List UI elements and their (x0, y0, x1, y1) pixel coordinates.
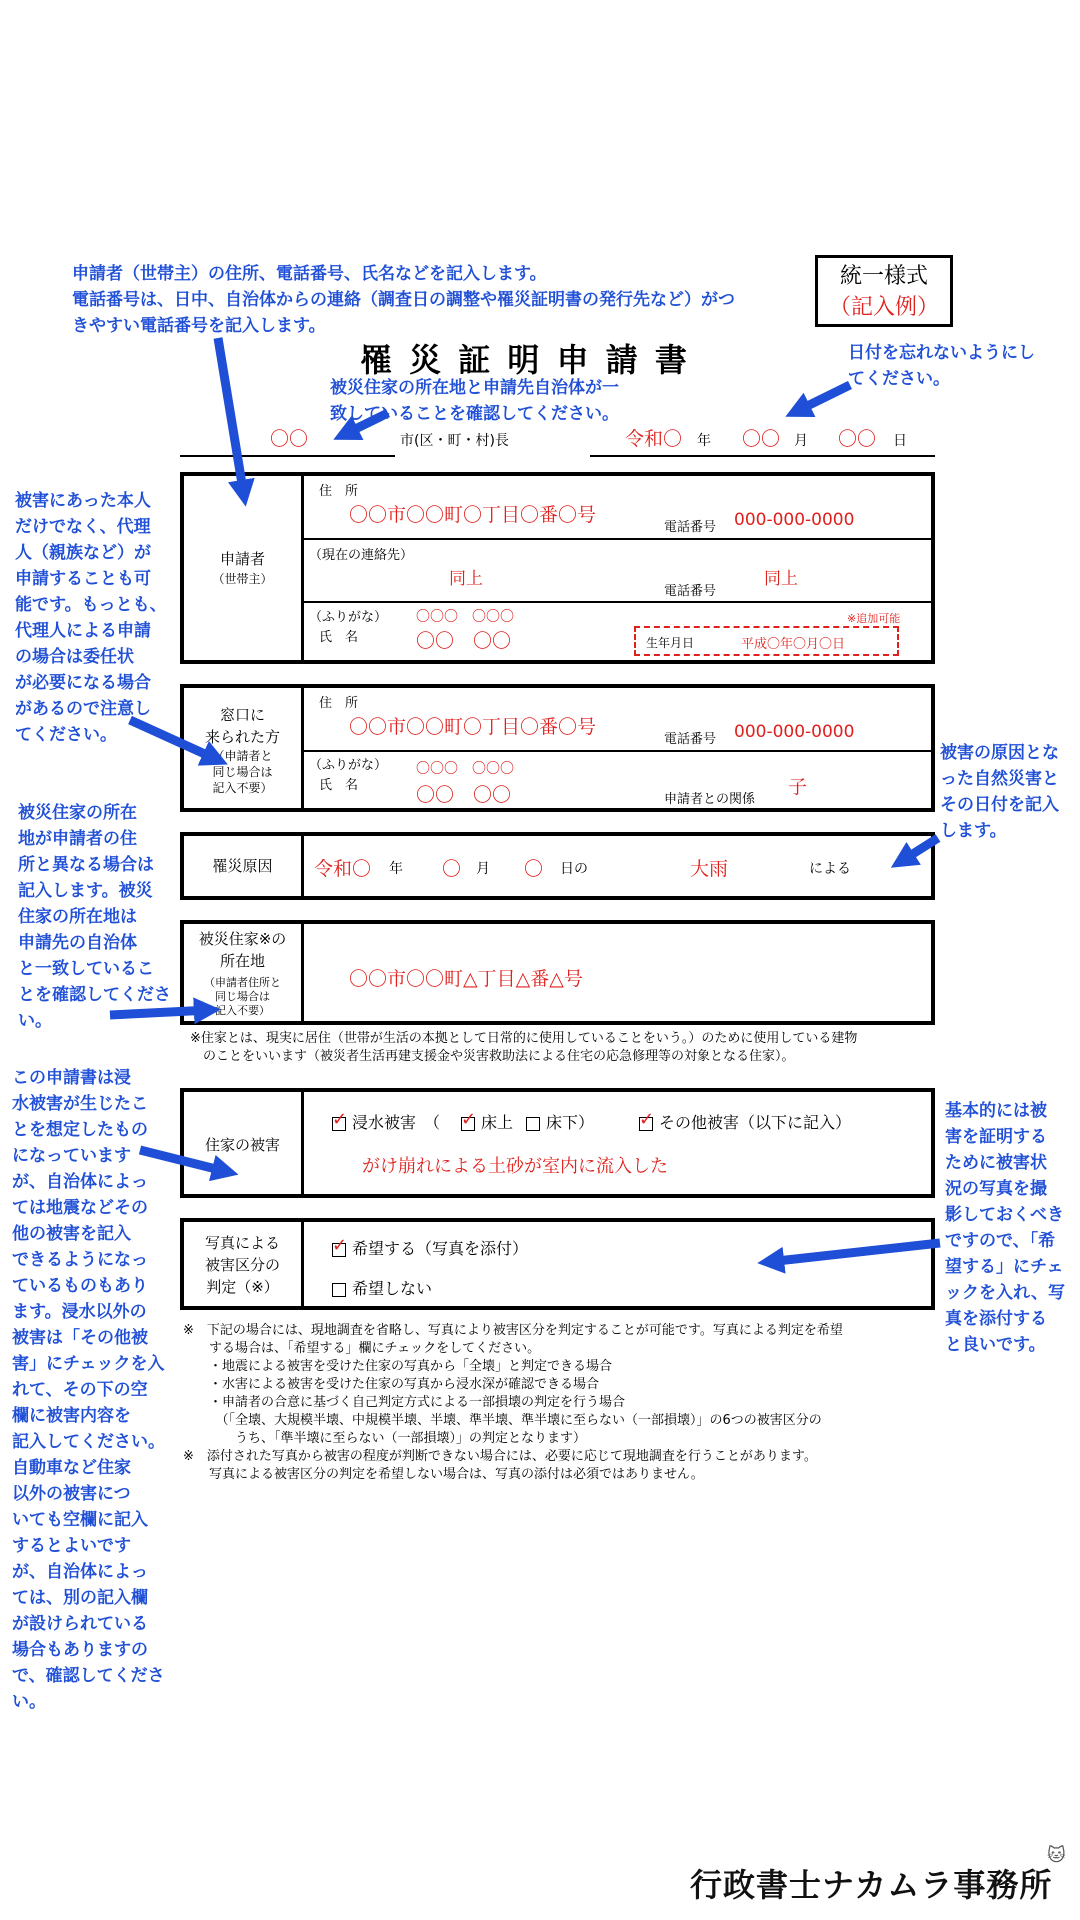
badge-line1: 統一様式 (839, 264, 928, 289)
flood-label: 浸水被害 （ (352, 1113, 441, 1132)
cause-day[interactable]: 〇 (524, 858, 544, 880)
date-month: 〇〇 (742, 428, 781, 450)
birthdate-label: 生年月日 (646, 636, 695, 650)
proxy-address-label: 住 所 (319, 696, 359, 711)
proxy-label: 窓口に 来られた方 (204, 706, 280, 746)
applicant-contact-label: （現在の連絡先） (309, 548, 414, 563)
arrow-municipality (343, 413, 388, 435)
badge-line2: （記入例） (828, 295, 939, 320)
annotation-top: 申請者（世帯主）の住所、電話番号、氏名などを記入します。 電話番号は、日中、自治体からの連絡（調査日の調整や罹災証明書の発行先など）がつ きやすい電話番号を記入します。 (72, 264, 735, 336)
proxy-sublabel: （申請者と 同じ場合は 記入不要） (212, 749, 273, 795)
proxy-phone-value[interactable]: 000-000-0000 (734, 722, 855, 742)
applicant-address-value[interactable]: 〇〇市〇〇町〇丁目〇番〇号 (349, 504, 597, 526)
date-day-label: 日 (893, 433, 907, 449)
cause-disaster[interactable]: 大雨 (690, 858, 729, 880)
annotation-cause: 被害の原因とな った自然災害と その日付を記入 します。 (940, 743, 1059, 841)
cause-month[interactable]: 〇 (442, 858, 462, 880)
photo-footnotes: ※ 下記の場合には、現地調査を省略し、写真により被害区分を判定することが可能です。写真による判定を希望 する場合は、「希望する」欄にチェックをしてください。 ・地震による被害を受けた住家の写真から「全壊」と判定できる場合 ・水害による被害を受けた住家の写真から浸水深が確認できる場合 ・申請者の合意に基づく自己判定方式による一部損壊の判定を行う場合 （「全壊、大規模半壊、中規模半壊、半壊、準半壊、準半壊に至らない（一部損壊）」の6つの被害区分の うち、「準半壊に至らない（一部損壊）」の判定となります） ※ 添付された写真から被害の程度が判断できない場合には、必要に応じて現地調査を行うことがあります。 写真による被害区分の判定を希望しない場合は、写真の添付は必須ではありません。 (183, 1323, 843, 1482)
cause-era[interactable]: 令和〇 (314, 858, 372, 880)
birthdate-value: 平成〇年〇月〇日 (741, 637, 846, 652)
arrow-date (795, 385, 850, 412)
applicant-contact-phone-label: 電話番号 (664, 584, 717, 599)
arrow-damage (140, 1150, 228, 1172)
location-sublabel: （申請者住所と 同じ場合は 記入不要） (204, 976, 281, 1017)
date-year-label: 年 (697, 433, 711, 449)
annotation-proxy: 被害にあった本人 だけでなく、代理 人（親族など）が 申請することも可 能です。もっとも、 代理人による申請 の場合は委任状 が必要になる場合 があるので注意し てください。 (15, 491, 167, 745)
annotation-location: 被災住家の所在 地が申請者の住 所と異なる場合は 記入します。被災 住家の所在地は 申請先の自治体 と一致しているこ とを確認してくださ い。 (18, 803, 171, 1031)
arrow-photo (768, 1243, 940, 1262)
damage-label: 住家の被害 (204, 1136, 280, 1154)
arrow-location (110, 1010, 210, 1015)
arrow-proxy (130, 720, 218, 760)
applicant-name-value[interactable]: 〇〇 〇〇 (416, 630, 512, 652)
applicant-contact-value[interactable]: 同上 (449, 569, 483, 589)
photo-label: 写真による 被害区分の 判定（※） (204, 1234, 280, 1296)
proxy-furigana-label: （ふりがな） (309, 758, 388, 773)
annotation-municipality: 被災住家の所在地と申請先自治体が一 致していることを確認してください。 (330, 378, 619, 424)
addressee-suffix: 市(区・町・村)長 (400, 433, 509, 449)
applicant-label: 申請者 (219, 550, 265, 568)
other-damage-label: その他被害（以下に記入） (659, 1113, 852, 1132)
location-value[interactable]: 〇〇市〇〇町△丁目△番△号 (349, 968, 583, 990)
proxy-relation-label: 申請者との関係 (664, 792, 756, 807)
optional-note: ※追加可能 (847, 612, 901, 625)
cause-suffix: による (809, 861, 851, 877)
applicant-furigana-label: （ふりがな） (309, 610, 388, 625)
applicant-name-label: 氏 名 (319, 630, 359, 645)
location-label: 被災住家※の 所在地 (198, 930, 287, 970)
annotation-date: 日付を忘れないようにし てください。 (848, 343, 1035, 389)
photo-no-label: 希望しない (352, 1279, 433, 1298)
cause-month-label: 月 (476, 861, 490, 877)
addressee-value: 〇〇 (270, 428, 309, 450)
location-footnote: ※住家とは、現実に居住（世帯が生活の本拠として日常的に使用していることをいう。）のために使用している建物 のことをいいます（被災者生活再建支援金や災害救助法による住宅の応急修理等の対象となる住家）。 (190, 1031, 858, 1064)
date-month-label: 月 (794, 433, 808, 449)
cause-day-label: 日の (560, 861, 588, 877)
proxy-relation-value[interactable]: 子 (788, 776, 808, 798)
applicant-furigana-value[interactable]: 〇〇〇 〇〇〇 (416, 609, 514, 625)
proxy-furigana-value[interactable]: 〇〇〇 〇〇〇 (416, 761, 514, 777)
applicant-phone-value[interactable]: 000-000-0000 (734, 510, 855, 530)
photo-yes-label: 希望する（写真を添付） (352, 1239, 529, 1258)
proxy-name-value[interactable]: 〇〇 〇〇 (416, 784, 512, 806)
applicant-contact-phone-value[interactable]: 同上 (764, 569, 798, 589)
cause-label: 罹災原因 (212, 857, 273, 875)
date-day: 〇〇 (838, 428, 877, 450)
annotation-damage: この申請書は浸 水被害が生じたこ とを想定したもの になっています が、自治体によっ ては地震などその 他の被害を記入 できるようになっ ているものもあり ます。浸水以外の 被害は「その他被 害」にチェックを入 れて、その下の空 欄に被害内容を 記入してください。 自動車など住家 以外の被害につ いても空欄に記入 するとよいです が、自治体によっ ては、別の記入欄 が設けられている 場合もありますの で、確認してくださ い。 (12, 1068, 165, 1712)
proxy-name-label: 氏 名 (319, 778, 359, 793)
arrow-top (218, 338, 244, 496)
proxy-phone-label: 電話番号 (664, 732, 717, 747)
document-title: 罹 災 証 明 申 請 書 (360, 341, 690, 379)
cat-mascot-icon: 🐱 (1047, 1845, 1066, 1866)
applicant-phone-label: 電話番号 (664, 520, 717, 535)
annotation-photo: 基本的には被 害を証明する ために被害状 況の写真を撮 影しておくべき ですので、「希 望する」にチェ ックを入れ、写 真を添付する と良いです。 (945, 1101, 1066, 1355)
other-damage-detail[interactable]: がけ崩れによる土砂が室内に流入した (362, 1156, 668, 1177)
applicant-sublabel: （世帯主） (212, 572, 273, 586)
applicant-address-label: 住 所 (319, 484, 359, 499)
date-era: 令和〇 (625, 428, 683, 450)
below-floor-label: 床下） (546, 1113, 595, 1132)
proxy-address-value[interactable]: 〇〇市〇〇町〇丁目〇番〇号 (349, 716, 597, 738)
arrow-cause (900, 838, 938, 862)
brand-logo-text: 行政書士ナカムラ事務所 (690, 1866, 1053, 1904)
cause-year-label: 年 (389, 861, 403, 877)
above-floor-label: 床上 (481, 1113, 514, 1132)
